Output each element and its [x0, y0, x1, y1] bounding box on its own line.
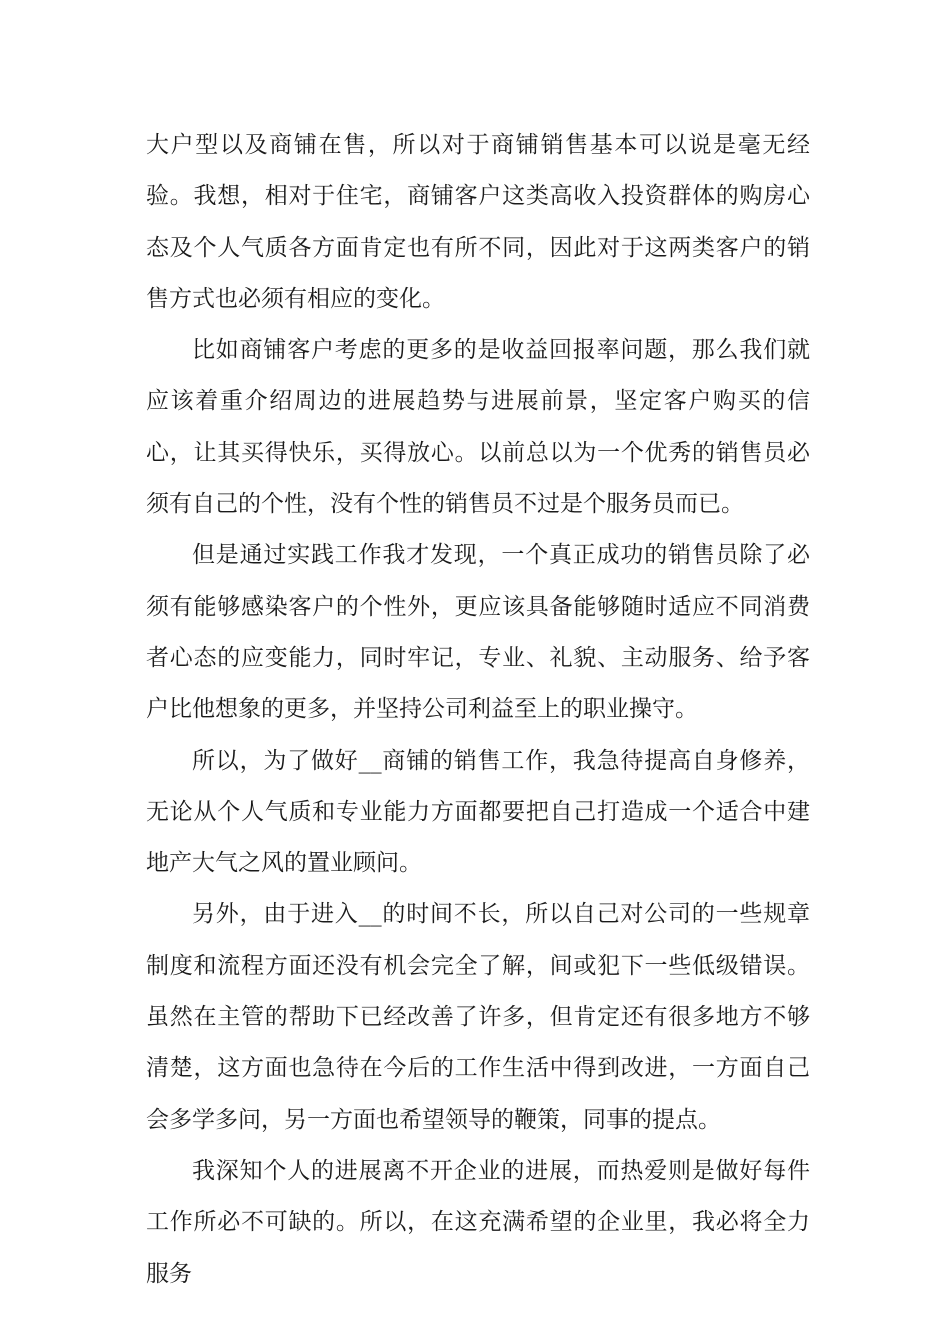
paragraph-5: 另外，由于进入__的时间不长，所以自己对公司的一些规章制度和流程方面还没有机会完全了解，间或犯下一些低级错误。虽然在主管的帮助下已经改善了许多，但肯定还有很多地方不够清楚，这方面也急待在今后的工作生活中得到改进，一方面自己会多学多问，另一方面也希望领导的鞭策，同事的提点。 [146, 901, 810, 1133]
document-body [146, 120, 810, 1300]
paragraph-2: 比如商铺客户考虑的更多的是收益回报率问题，那么我们就应该着重介绍周边的进展趋势与进展前景，坚定客户购买的信心，让其买得快乐，买得放心。以前总以为一个优秀的销售员必须有自己的个性，没有个性的销售员不过是个服务员而已。 [146, 337, 810, 518]
paragraph-6: 我深知个人的进展离不开企业的进展，而热爱则是做好每件工作所必不可缺的。所以，在这充满希望的企业里，我必将全力服务 [146, 1157, 810, 1287]
paragraph-1: 大户型以及商铺在售，所以对于商铺销售基本可以说是毫无经验。我想，相对于住宅，商铺客户这类高收入投资群体的购房心态及个人气质各方面肯定也有所不同，因此对于这两类客户的销售方式也必须有相应的变化。 [146, 132, 810, 312]
paragraph-3: 但是通过实践工作我才发现，一个真正成功的销售员除了必须有能够感染客户的个性外，更应该具备能够随时适应不同消费者心态的应变能力，同时牢记，专业、礼貌、主动服务、给予客户比他想象的更多，并坚持公司利益至上的职业操守。 [146, 542, 810, 723]
paragraph-4: 所以，为了做好__商铺的销售工作，我急待提高自身修养，无论从个人气质和专业能力方面都要把自己打造成一个适合中建地产大气之风的置业顾问。 [146, 747, 810, 877]
